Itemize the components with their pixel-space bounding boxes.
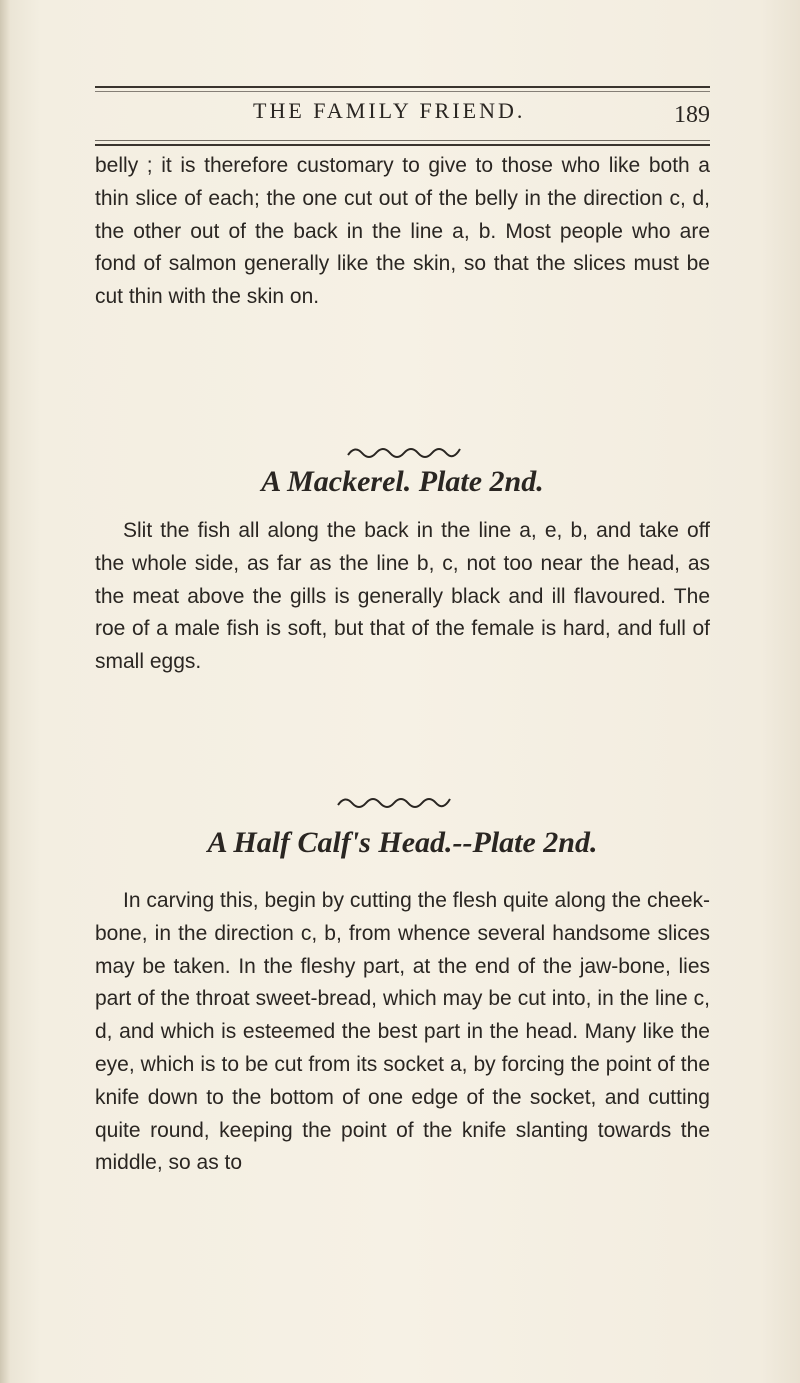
page-binding-edge — [0, 0, 10, 1383]
wave-flourish-icon — [336, 793, 456, 809]
running-head — [95, 96, 710, 136]
heading-mackerel: A Mackerel. Plate 2nd. — [261, 465, 544, 498]
page-number: 189 — [674, 102, 710, 128]
header-rule-top — [95, 86, 710, 88]
running-title: THE FAMILY FRIEND. — [253, 98, 526, 123]
paragraph-calfs-head: In carving this, begin by cutting the flesh quite along the cheek-bone, in the direction c, b, from whence several handsome slices may be taken. In the fleshy part, at the end of the jaw-bone, lies part of the throat sweet-bread, which may be cut into, in the line c, d, and which is esteemed the best part in the head. Many like the eye, which is to be cut from its socket a, by forcing the point of the knife down to the bottom of one edge of the socket, and cutting quite round, keeping the point of the knife slanting towards the middle, so as to — [95, 889, 710, 1175]
paragraph-mackerel: Slit the fish all along the back in the line a, e, b, and take off the whole side, as far as the line b, c, not too near the head, as the meat above the gills is generally black and ill flavoured. The roe of a male fish is soft, but that of the female is hard, and full of small eggs. — [95, 519, 710, 674]
header-rule-bottom — [95, 144, 710, 146]
header-rule-bottom-thin — [95, 140, 710, 141]
paragraph-salmon: belly ; it is therefore customary to give to those who like both a thin slice of each; the one cut out of the belly in the direction c, d, the other out of the back in the line a, b. Most people who are fond of salmon generally like the skin, so that the slices must be cut thin with the skin on. — [95, 154, 710, 309]
wave-flourish-icon — [346, 443, 466, 459]
header-rule-top-thin — [95, 91, 710, 92]
heading-calfs-head: A Half Calf's Head.--Plate 2nd. — [207, 826, 598, 859]
